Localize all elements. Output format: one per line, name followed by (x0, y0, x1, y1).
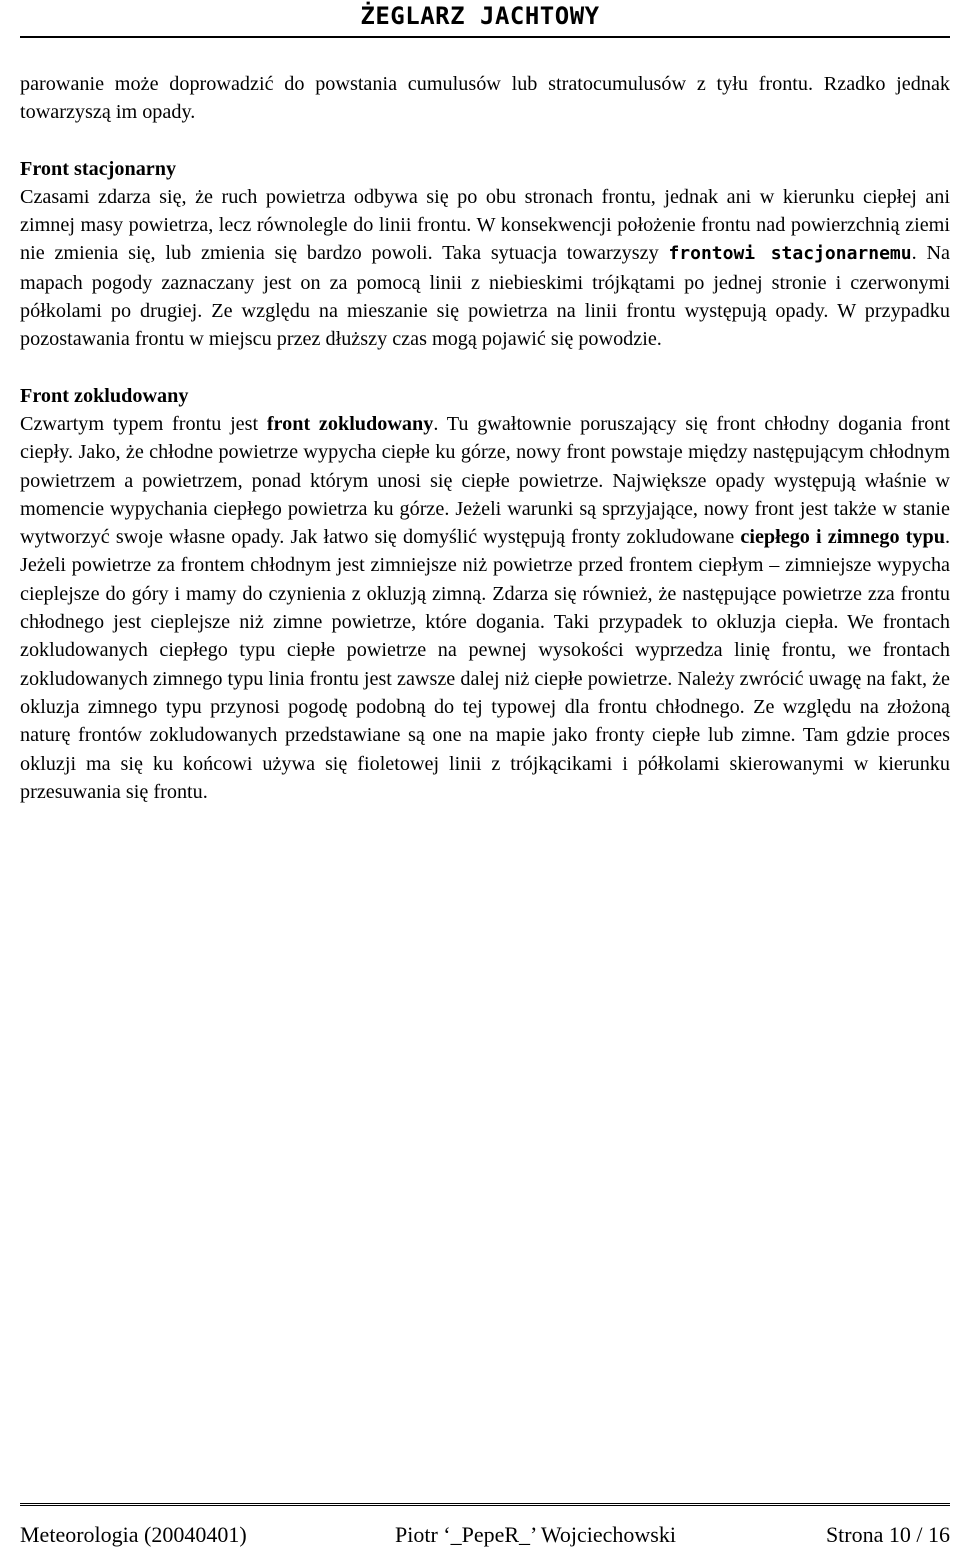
document-body (20, 70, 950, 806)
occluded-front-text-1: Czwartym typem frontu jest (20, 412, 267, 435)
occluded-front-text-2: . Tu gwałtownie poruszający się front chłodny dogania front ciepły. Jako, że chłodne powietrze wypycha ciepłe ku górze, nowy front powstaje między następującym chłodnym powietrzem a powietrzem, ponad którym unosi się ciepłe powietrze. Największe opady występują właśnie w momencie wypychania ciepłego powietrza ku górze. Jeżeli warunki są sprzyjające, nowy front jest także w stanie wytworzyć swoje własne opady. Jak łatwo się domyślić występują fronty zokludowane (20, 412, 951, 549)
footer-divider (20, 1503, 950, 1506)
page-header-title: ŻEGLARZ JACHTOWY (360, 2, 600, 30)
footer-document-title: Meteorologia (20040401) (20, 1522, 247, 1547)
stationary-front-paragraph (20, 183, 950, 354)
occluded-front-paragraph (20, 410, 950, 806)
occluded-front-text-3: . Jeżeli powietrze za frontem chłodnym jest zimniejsze niż powietrze przed frontem ciepłym – zimniejsze wypycha cieplejsze do góry i mamy do czynienia z okluzją zimną. Zdarza się również, że następujące powietrze zza frontu chłodnego jest cieplejsze niż zimne powietrze, które dogania. Taki przypadek to okluzja ciepła. We frontach zokludowanych ciepłego typu ciepłe powietrze na pewnej wysokości wyprzedza linię frontu, we frontach zokludowanych zimnego typu linia frontu jest zawsze dalej niż ciepłe powietrze. Należy zwrócić uwagę na fakt, że okluzja zimnego typu przynosi pogodę podobną do tej typowej dla frontu chłodnego. Ze względu na złożoną naturę frontów zokludowanych przedstawiane są one na mapie jako fronty ciepłe lub zimne. Tam gdzie proces okluzji ma się ku końcowi używa się fioletowej linii z trójkącikami i półkolami skierowanymi w kierunku przesuwania się frontu. (20, 526, 950, 803)
header-divider (20, 36, 950, 38)
stationary-front-bold-term: frontowi stacjonarnemu (668, 243, 912, 265)
intro-paragraph: parowanie może doprowadzić do powstania cumulusów lub stratocumulusów z tyłu frontu. Rzadko jednak towarzyszą im opady. (20, 73, 950, 124)
footer-page-number: Strona 10 / 16 (825, 1522, 950, 1547)
page-footer (20, 1520, 950, 1550)
footer-author: Piotr ‘_PepeR_’ Wojciechowski (395, 1522, 676, 1547)
stationary-front-text-2: . Na mapach pogody zaznaczany jest on za pomocą linii z niebieskimi trójkątami po jednej stronie i czerwonymi półkolami po drugiej. Ze względu na mieszanie się powietrza na linii frontu występują opady. W przypadku pozostawania frontu w miejscu przez dłuższy czas mogą pojawić się powodzie. (20, 242, 950, 351)
occluded-front-bold-term: front zokludowany (266, 412, 434, 435)
section-heading-stationary-front: Front stacjonarny (20, 157, 177, 180)
stationary-front-text-1: Czasami zdarza się, że ruch powietrza odbywa się po obu stronach frontu, jednak ani w kierunku ciepłej ani zimnej masy powietrza, lecz równolegle do linii frontu. W konsekwencji położenie frontu nad powierzchnią ziemi nie zmienia się, lub zmienia się bardzo powoli. Taka sytuacja towarzyszy (20, 185, 950, 265)
section-heading-occluded-front: Front zokludowany (20, 384, 189, 407)
occluded-front-types-bold: ciepłego i zimnego typu (740, 526, 945, 549)
